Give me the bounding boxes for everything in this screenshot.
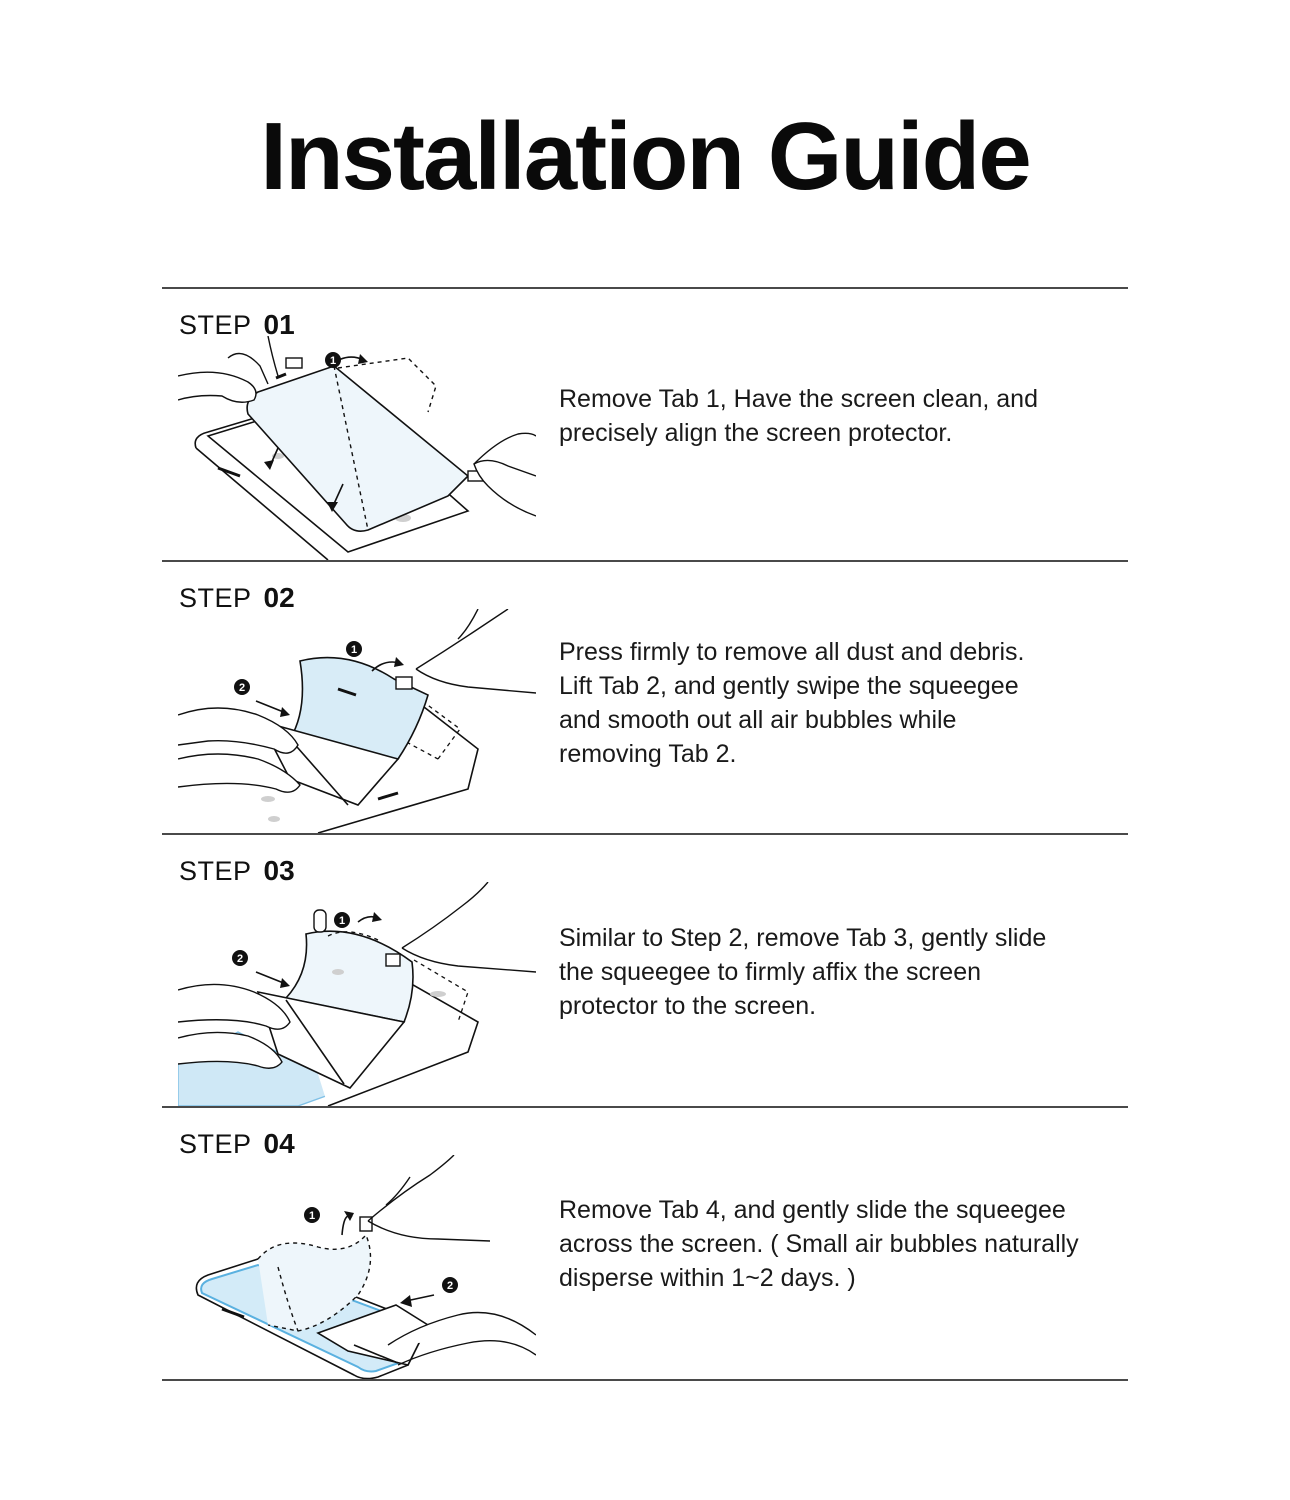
step-02-line-2: Lift Tab 2, and gently swipe the squeegee: [559, 672, 1019, 700]
step-02-line-4: removing Tab 2.: [559, 740, 737, 768]
step-02-marker-1: 1: [350, 644, 358, 656]
step-03-label: STEP 03: [179, 855, 295, 886]
step-02-marker-2: 2: [238, 682, 246, 694]
step-03-line-3: protector to the screen.: [559, 992, 817, 1020]
step-04-description: [559, 1193, 1124, 1295]
step-03-line-2: the squeegee to firmly affix the screen: [559, 958, 981, 986]
step-04-line-3: disperse within 1~2 days. ): [559, 1264, 856, 1292]
step-02: [162, 561, 1128, 833]
step-03-drawing: [178, 882, 536, 1106]
step-03: [162, 834, 1128, 1106]
step-04-label: STEP 04: [179, 1128, 295, 1159]
step-01: [162, 288, 1128, 560]
step-02-line-1: Press firmly to remove all dust and debris.: [559, 638, 1025, 666]
step-02-label: STEP 02: [179, 582, 295, 613]
step-04-line-2: across the screen. ( Small air bubbles naturally: [559, 1230, 1079, 1258]
step-04-line-1: Remove Tab 4, and gently slide the squeegee: [559, 1196, 1066, 1224]
step-01-label: STEP 01: [179, 309, 295, 340]
page-title: Installation Guide: [260, 103, 1030, 210]
section-divider: [162, 1379, 1128, 1381]
step-03-description: [559, 921, 1124, 1023]
step-01-illustration: [178, 336, 536, 560]
step-01-line-1: Remove Tab 1, Have the screen clean, and: [559, 385, 1038, 413]
step-03-illustration: [178, 882, 536, 1106]
step-04-marker-1: 1: [308, 1210, 316, 1222]
step-02-line-3: and smooth out all air bubbles while: [559, 706, 957, 734]
step-04-marker-2: 2: [446, 1280, 454, 1292]
step-03-line-1: Similar to Step 2, remove Tab 3, gently slide: [559, 924, 1047, 952]
step-02-illustration: [178, 609, 536, 833]
step-03-marker-2: 2: [236, 953, 244, 965]
step-03-marker-1: 1: [338, 915, 346, 927]
step-02-drawing: [178, 609, 536, 833]
step-04-drawing: [178, 1155, 536, 1379]
step-01-line-2: precisely align the screen protector.: [559, 419, 953, 447]
step-04: [162, 1107, 1128, 1379]
step-01-description: [559, 382, 1124, 450]
step-01-drawing: [178, 336, 536, 560]
step-04-illustration: [178, 1155, 536, 1379]
step-02-description: [559, 635, 1124, 771]
step-01-marker-1: 1: [329, 355, 337, 367]
